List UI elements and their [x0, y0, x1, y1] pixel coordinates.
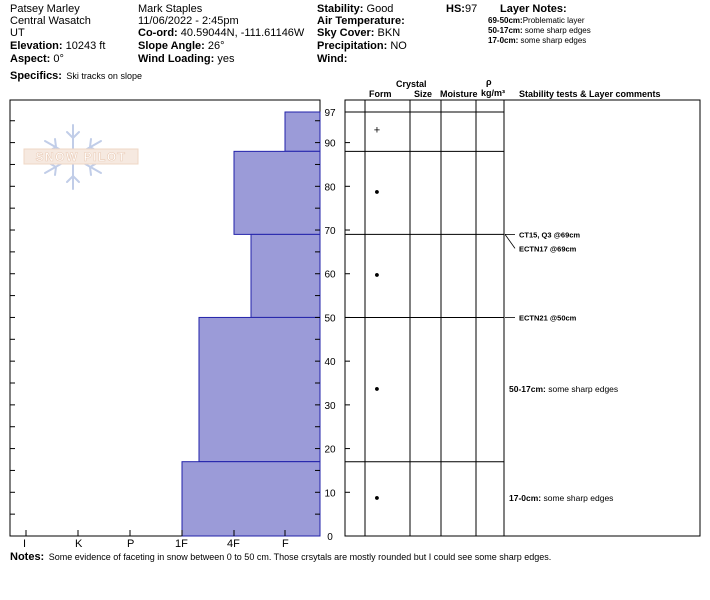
author: Mark Staples [138, 3, 203, 15]
hs-value: 97 [464, 3, 478, 15]
state: UT [10, 27, 25, 39]
elevation-value: 10243 ft [65, 40, 106, 52]
stability-value: Good [366, 3, 394, 15]
height-tick-label: 40 [324, 357, 336, 369]
specifics-label: Specifics: [10, 70, 62, 82]
layer-note-text: Problematic layer [522, 16, 585, 25]
wind-loading-value: yes [217, 53, 235, 65]
stability-test-label: ECTN17 @69cm [519, 244, 577, 254]
datetime: 11/06/2022 - 2:45pm [138, 15, 239, 27]
layer-note-text: some sharp edges [524, 26, 591, 35]
height-tick-label: 90 [324, 138, 336, 150]
elevation-label: Elevation: [10, 40, 63, 52]
stability-tests [505, 230, 580, 322]
aspect-label: Aspect: [10, 53, 51, 65]
hardness-layers [182, 112, 320, 536]
hardness-label: K [75, 538, 83, 550]
wind-loading-label: Wind Loading: [138, 53, 215, 65]
crystal-forms [374, 124, 380, 502]
hardness-layer-bar [234, 151, 320, 234]
stability-label: Stability: [317, 3, 364, 15]
height-tick-label: 70 [324, 226, 336, 238]
slope-value: 26° [207, 40, 225, 52]
layer-boundaries [345, 112, 504, 462]
precip-label: Precipitation: [317, 40, 388, 52]
hardness-layer-bar [182, 462, 320, 536]
air-temp-label: Air Temperature: [317, 15, 405, 27]
sky-label: Sky Cover: [317, 27, 375, 39]
hs-label: HS: [446, 3, 465, 15]
layer-comments [509, 384, 618, 503]
precip-value: NO [390, 40, 407, 52]
crystal-form-symbol: ● [374, 383, 380, 394]
layer-comment: 50-17cm: some sharp edges [509, 383, 619, 394]
form-header: Form [369, 89, 392, 99]
notes-label: Notes: [10, 551, 45, 563]
layer-comment: 17-0cm: some sharp edges [509, 493, 614, 504]
layer-note-range: 69-50cm: [488, 16, 523, 25]
notes-text: Some evidence of faceting in snow between 0 to 50 cm. Those crsytals are mostly rounded but I could see some sharp edges. [48, 552, 552, 562]
crystal-table-columns [365, 100, 504, 536]
crystal-header: Crystal [396, 79, 427, 89]
sky-value: BKN [377, 27, 401, 39]
slope-label: Slope Angle: [138, 40, 205, 52]
crystal-form-symbol: + [373, 124, 381, 137]
height-tick-label: 30 [324, 400, 336, 412]
height-tick-label: 60 [324, 269, 336, 281]
observer-name: Patsey Marley [10, 3, 80, 15]
layer-note-text: some sharp edges [520, 36, 587, 45]
height-tick-label: 10 [324, 488, 336, 500]
region: Central Wasatch [10, 15, 91, 27]
height-tick-label: 20 [324, 444, 336, 456]
aspect-value: 0° [53, 53, 64, 65]
layer-notes-title: Layer Notes: [500, 3, 567, 15]
height-axis [324, 108, 350, 543]
hardness-layer-bar [199, 317, 320, 461]
hardness-label: I [23, 538, 27, 550]
hardness-layer-bar [251, 234, 320, 317]
stability-test-label: ECTN21 @50cm [519, 313, 577, 323]
height-tick-label: 50 [324, 313, 336, 325]
hardness-layer-bar [285, 112, 320, 151]
test-leader-line [505, 234, 515, 248]
density-unit-header: kg/m³ [481, 88, 506, 98]
moisture-header: Moisture [440, 89, 478, 99]
layer-note-range: 50-17cm: [488, 26, 523, 35]
hardness-label: F [282, 538, 289, 550]
height-tick-label: 80 [324, 182, 336, 194]
watermark-text: SNOW PILOT [35, 150, 127, 164]
hardness-label: 1F [175, 538, 188, 550]
specifics-value: Ski tracks on slope [66, 71, 142, 81]
hardness-label: P [127, 538, 135, 550]
coord-value: 40.59044N, -111.61146W [180, 27, 305, 39]
stability-test-label: CT15, Q3 @69cm [519, 230, 581, 240]
height-tick-label: 0 [327, 532, 333, 543]
layer-note-range: 17-0cm: [488, 36, 519, 45]
crystal-form-symbol: ● [374, 269, 380, 280]
coord-label: Co-ord: [138, 27, 178, 39]
rho-header: ρ [486, 77, 492, 87]
stability-comments-header: Stability tests & Layer comments [519, 89, 661, 99]
crystal-form-symbol: ● [374, 492, 380, 503]
wind-label: Wind: [317, 53, 348, 65]
height-tick-label: 97 [324, 108, 336, 119]
size-header: Size [414, 89, 433, 99]
notes [10, 548, 551, 564]
crystal-form-symbol: ● [374, 186, 380, 197]
hardness-label: 4F [227, 538, 240, 550]
snow-pilot-logo [24, 125, 138, 189]
